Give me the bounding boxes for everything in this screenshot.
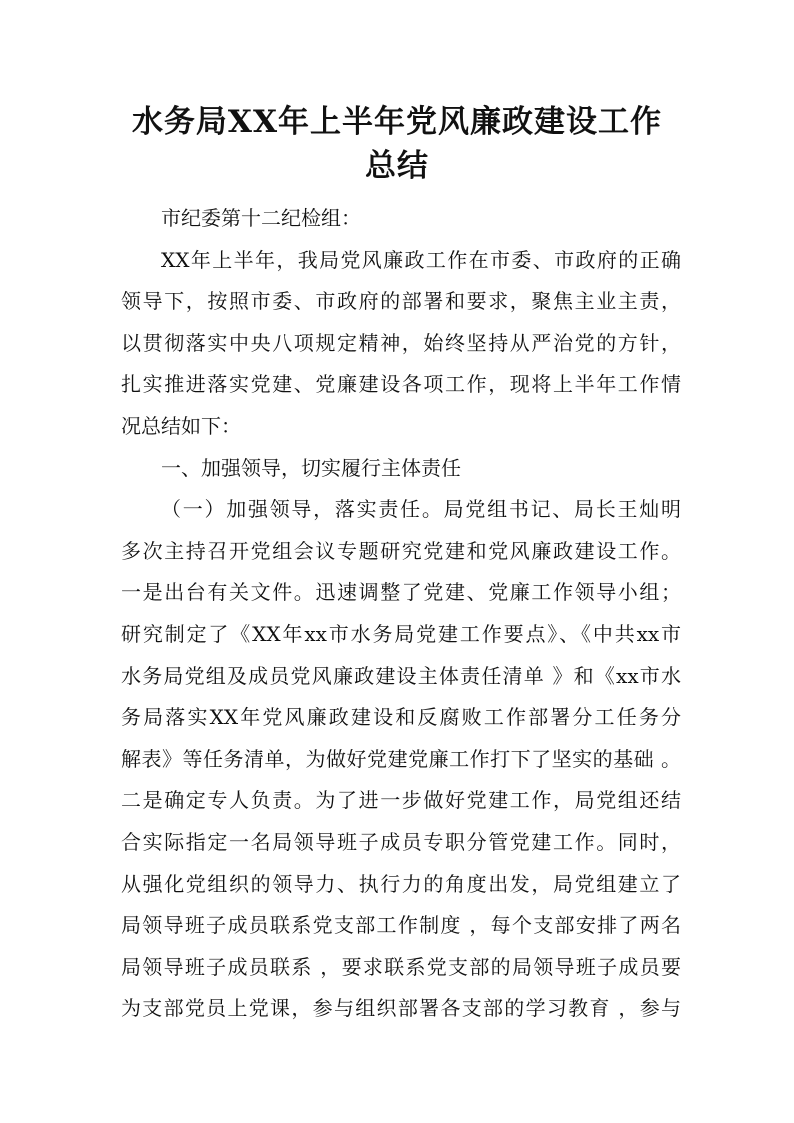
text-line: （一）加强领导，落实责任。局党组书记、局长王灿明 [161, 497, 681, 522]
text-line: 多次主持召开党组会议专题研究党建和党风廉政建设工作。 [121, 538, 681, 563]
text-line: 况总结如下： [121, 413, 241, 438]
salutation: 市纪委第十二纪检组： [161, 206, 361, 230]
text-line: 一是出台有关文件。迅速调整了党建、党廉工作领导小组； [121, 580, 681, 605]
text-line: 从强化党组织的领导力、执行力的角度出发，局党组建立了 [121, 871, 681, 896]
document-body [121, 198, 681, 1030]
text-line: 领导下，按照市委、市政府的部署和要求，聚焦主业主责， [121, 289, 681, 314]
text-line: 局领导班子成员联系 ，要求联系党支部的局领导班子成员要 [121, 954, 681, 979]
text-line: XX年上半年，我局党风廉政工作在市委、市政府的正确 [161, 247, 681, 272]
text-line: 扎实推进落实党建、党廉建设各项工作，现将上半年工作情 [121, 372, 681, 397]
text-line: 局领导班子成员联系党支部工作制度 ，每个支部安排了两名 [121, 913, 681, 938]
text-line: 以贯彻落实中央八项规定精神，始终坚持从严治党的方针， [121, 330, 681, 355]
text-line: 研究制定了《XX年xx市水务局党建工作要点》、《中共xx市 [121, 621, 681, 646]
text-line: 务局落实XX年党风廉政建设和反腐败工作部署分工任务分 [121, 705, 681, 730]
text-line: 为支部党员上党课，参与组织部署各支部的学习教育 ，参与 [121, 996, 681, 1021]
document-title-line-1: 水务局XX年上半年党风廉政建设工作 [131, 104, 663, 140]
text-line: 合实际指定一名局领导班子成员专职分管党建工作。同时， [121, 829, 681, 854]
text-line: 水务局党组及成员党风廉政建设主体责任清单 》和《xx市水 [121, 663, 681, 688]
document-title-line-2: 总结 [365, 148, 429, 184]
section-heading: 一、加强领导，切实履行主体责任 [161, 455, 461, 480]
text-line: 解表》等任务清单，为做好党建党廉工作打下了坚实的基础 。 [121, 746, 681, 771]
text-line: 二是确定专人负责。为了进一步做好党建工作，局党组还结 [121, 788, 681, 813]
